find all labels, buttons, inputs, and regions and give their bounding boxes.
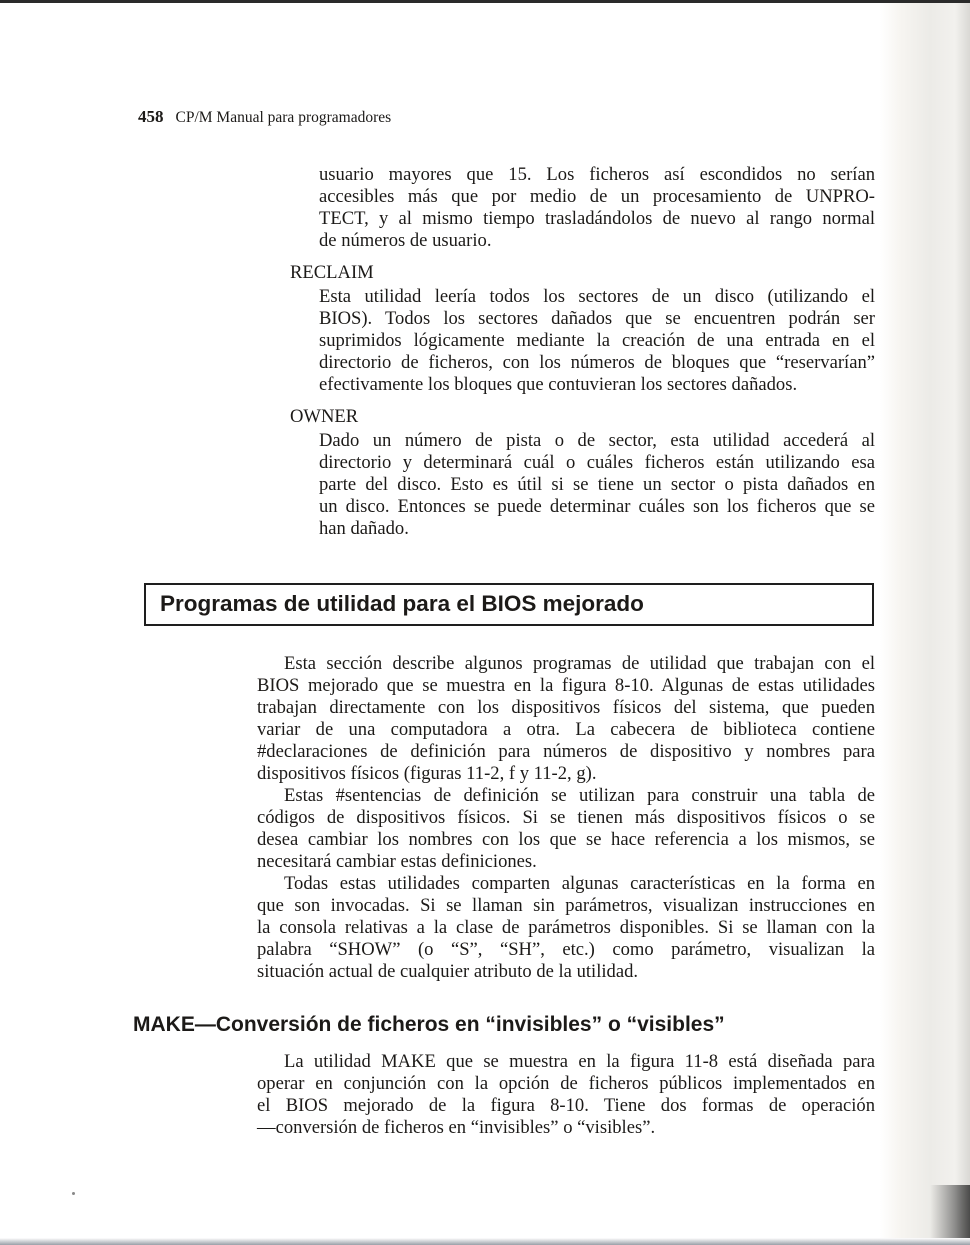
text-line: directorio y determinará cuál o cuáles ficheros están utilizando esa bbox=[319, 452, 875, 473]
text-line: Todas estas utilidades comparten algunas características en la forma en bbox=[284, 873, 875, 894]
section-paragraph-3 bbox=[257, 873, 875, 983]
text-line: efectivamente los bloques que contuvieran los sectores dañados. bbox=[319, 374, 798, 395]
text-line: dispositivos físicos (figuras 11-2, f y 11-2, g). bbox=[257, 763, 597, 784]
text-line: han dañado. bbox=[319, 518, 409, 539]
text-line: la consola relativas a la clase de parámetros disponibles. Si se llaman con la bbox=[257, 917, 875, 938]
intro-paragraph bbox=[319, 164, 875, 252]
speck bbox=[72, 1192, 75, 1195]
text-line: —conversión de ficheros en “invisibles” o “visibles”. bbox=[257, 1117, 656, 1138]
section-paragraph-1 bbox=[257, 653, 875, 785]
running-title: CP/M Manual para programadores bbox=[175, 109, 392, 126]
text-line: Dado un número de pista o de sector, esta utilidad accederá al bbox=[319, 430, 875, 451]
text-line: trabajan directamente con los dispositivos físicos del sistema, que pueden bbox=[257, 697, 875, 718]
text-line: suprimidos lógicamente mediante la creación de una entrada en el bbox=[319, 330, 875, 351]
text-line: de números de usuario. bbox=[319, 230, 492, 251]
text-line: códigos de dispositivos físicos. Si se tienen más dispositivos físicos o se bbox=[257, 807, 875, 828]
text-line: Esta utilidad leería todos los sectores de un disco (utilizando el bbox=[319, 286, 875, 307]
section-paragraph-2 bbox=[257, 785, 875, 873]
text-line: BIOS mejorado que se muestra en la figura 8-10. Algunas de estas utilidades bbox=[257, 675, 875, 696]
text-line: necesitará cambiar estas definiciones. bbox=[257, 851, 537, 872]
text-line: usuario mayores que 15. Los ficheros así escondidos no serían bbox=[319, 164, 875, 185]
text-line: palabra “SHOW” (o “S”, “SH”, etc.) como parámetro, visualizan la bbox=[257, 939, 875, 960]
text-line: desea cambiar los nombres con los que se hace referencia a los mismos, se bbox=[257, 829, 875, 850]
section-heading: Programas de utilidad para el BIOS mejorado bbox=[160, 591, 644, 616]
owner-description bbox=[319, 430, 875, 540]
text-line: directorio de ficheros, con los números de bloques que “reservarían” bbox=[319, 352, 875, 373]
text-line: accesibles más que por medio de un procesamiento de UNPRO- bbox=[319, 186, 875, 207]
running-header bbox=[138, 107, 391, 127]
text-line: parte del disco. Esto es útil si se tiene un sector o pista dañados en bbox=[319, 474, 875, 495]
term-owner: OWNER bbox=[290, 406, 359, 427]
page-top-edge bbox=[0, 0, 970, 3]
text-line: el BIOS mejorado de la figura 8-10. Tiene dos formas de operación bbox=[257, 1095, 875, 1116]
text-line: que son invocadas. Si se llaman sin parámetros, visualizan instrucciones en bbox=[257, 895, 875, 916]
text-line: situación actual de cualquier atributo de la utilidad. bbox=[257, 961, 639, 982]
text-line: La utilidad MAKE que se muestra en la figura 11-8 está diseñada para bbox=[284, 1051, 875, 1072]
page-number: 458 bbox=[138, 107, 164, 126]
section-heading-box bbox=[144, 583, 874, 626]
reclaim-description bbox=[319, 286, 875, 396]
make-paragraph bbox=[257, 1051, 875, 1139]
text-line: TECT, y al mismo tiempo trasladándolos de nuevo al rango normal bbox=[319, 208, 875, 229]
text-line: Esta sección describe algunos programas de utilidad que trabajan con el bbox=[284, 653, 875, 674]
text-line: un disco. Entonces se puede determinar cuáles son los ficheros que se bbox=[319, 496, 875, 517]
text-line: Estas #sentencias de definición se utilizan para construir una tabla de bbox=[284, 785, 875, 806]
binding-shadow bbox=[930, 1185, 970, 1245]
text-line: #declaraciones de definición para números de dispositivo y nombres para bbox=[257, 741, 875, 762]
text-line: operar en conjunción con la opción de ficheros públicos implementados en bbox=[257, 1073, 875, 1094]
term-reclaim: RECLAIM bbox=[290, 262, 374, 283]
text-line: variar de una computadora a otra. La cabecera de biblioteca contiene bbox=[257, 719, 875, 740]
text-line: BIOS). Todos los sectores dañados que se encuentren podrán ser bbox=[319, 308, 875, 329]
make-heading: MAKE—Conversión de ficheros en “invisibles” o “visibles” bbox=[133, 1013, 725, 1036]
page-bottom-edge bbox=[0, 1238, 970, 1245]
